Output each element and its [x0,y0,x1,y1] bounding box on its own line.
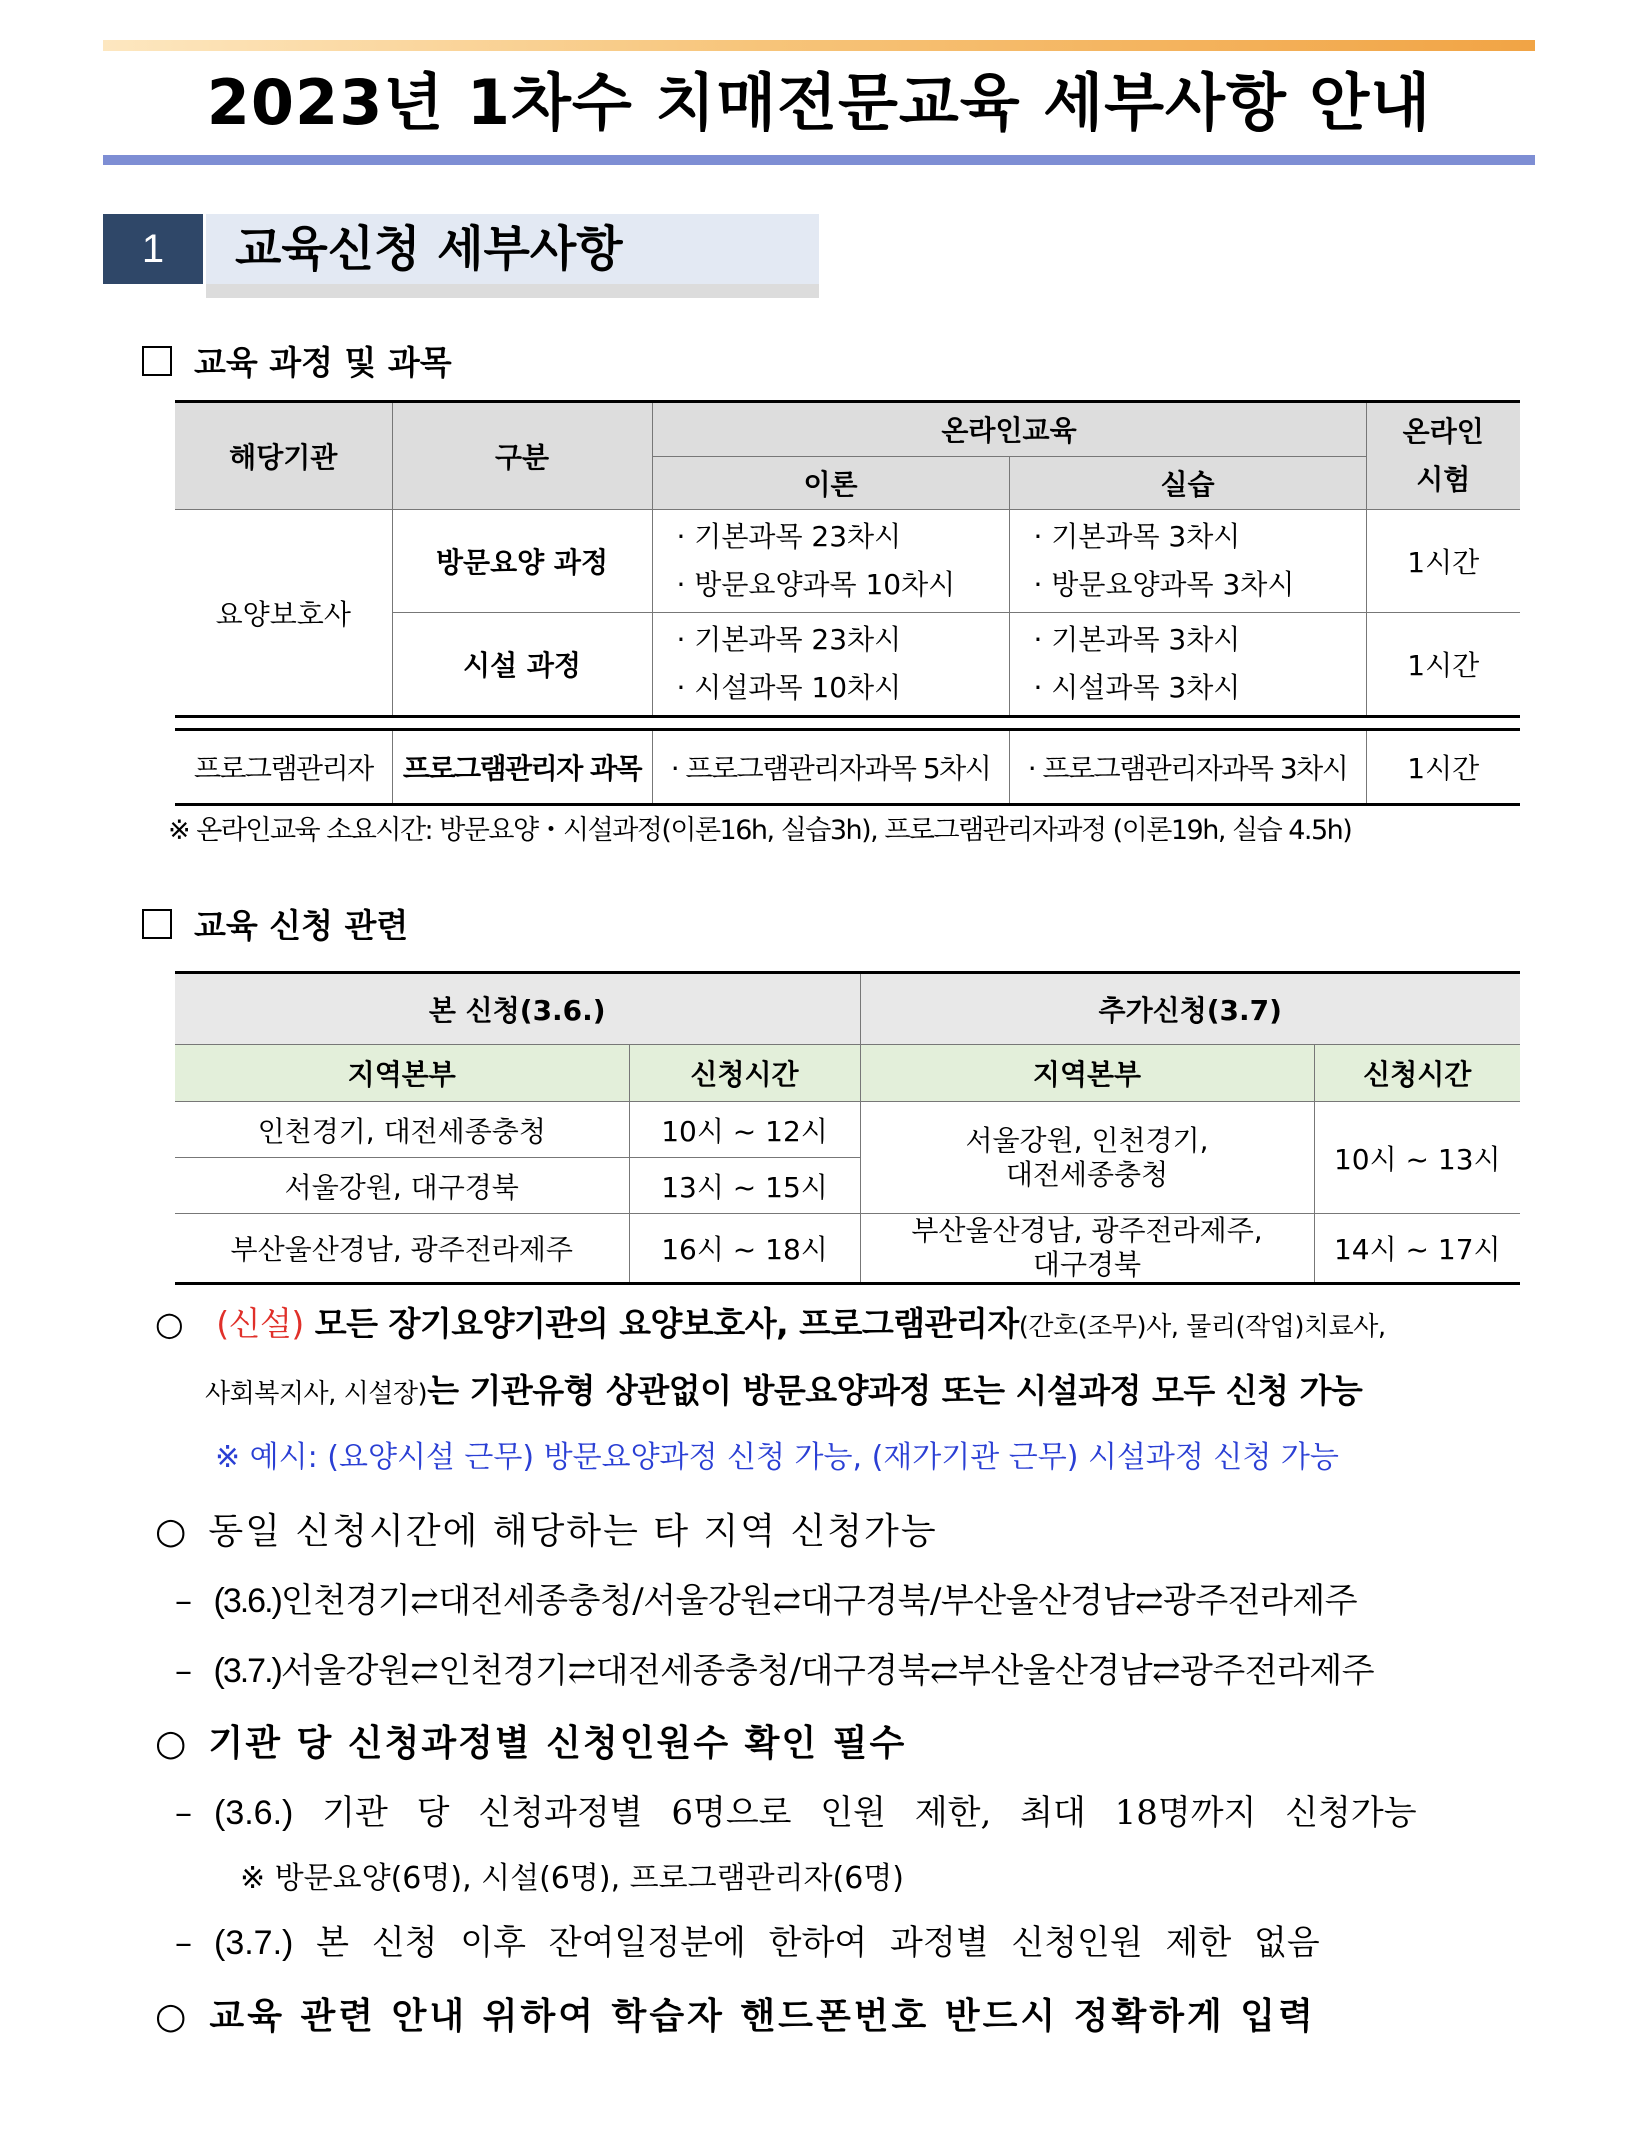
bullet-limit-line2 [175,1915,1320,1964]
bullet-text: 모든 장기요양기관의 요양보호사, 프로그램관리자 [303,1304,1019,1343]
header-type: 구분 [392,402,652,510]
header-exam: 온라인 시험 [1366,402,1520,510]
table-row-time: 16시 ~ 18시 [629,1214,860,1284]
date-label: (3.6.) [214,1794,294,1832]
list-item: · 시설과목 10차시 [676,671,902,704]
table-row-region [860,1102,1314,1214]
bullet-limit-note: ※ 방문요양(6명), 시설(6명), 프로그램관리자(6명) [240,1861,904,1896]
subheading-course-label: 교육 과정 및 과목 [194,343,452,382]
bullet-text: 본 신청 이후 잔여일정분에 한하여 과정별 신청인원 제한 없음 [293,1923,1320,1963]
header-org: 해당기관 [175,402,392,510]
extra-application-title: 추가신청(3.7) [860,973,1520,1045]
table-row-time: 10시 ~ 13시 [1314,1102,1520,1214]
org-program: 프로그램관리자 [175,730,392,805]
date-label: (3.6.) [213,1582,281,1620]
header-time: 신청시간 [1314,1045,1520,1102]
course-table [175,400,1520,806]
region-line: 서울강원, 인천경기, [965,1123,1209,1157]
region-line: 부산울산경남, 광주전라제주, [911,1214,1263,1247]
facility-exam: 1시간 [1366,613,1520,717]
subheading-application-label: 교육 신청 관련 [194,906,409,945]
dash-bullet-icon: – [175,1923,192,1963]
program-theory: · 프로그램관리자과목 5차시 [652,730,1009,805]
bullet-same-time-line1 [175,1573,1357,1622]
dash-bullet-icon: – [175,1651,192,1691]
header-online: 온라인교육 [652,402,1366,457]
header-time: 신청시간 [629,1045,860,1102]
table-row-region: 인천경기, 대전세종충청 [175,1102,629,1158]
table-row-time: 13시 ~ 15시 [629,1158,860,1214]
main-application-title: 본 신청(3.6.) [175,973,860,1045]
bullet-text: 인천경기⇄대전세종충청/서울강원⇄대구경북/부산울산경남⇄광주전라제주 [280,1581,1358,1621]
square-bullet-icon [142,346,172,376]
section-title-shadow [206,284,819,298]
header-top-bar [103,40,1535,51]
bullet-text: 기관 당 신청과정별 신청인원수 확인 필수 [208,1722,907,1764]
bullet-limit [155,1715,906,1766]
bullet-text: 기관 당 신청과정별 6명으로 인원 제한, 최대 18명까지 신청가능 [293,1793,1417,1833]
section-title: 교육신청 세부사항 [235,221,623,277]
type-visit: 방문요양 과정 [392,510,652,613]
bullet-text-small: 사회복지사, 시설장) [205,1379,428,1409]
program-exam: 1시간 [1366,730,1520,805]
type-facility: 시설 과정 [392,613,652,717]
bullet-phone [155,1988,1316,2039]
new-tag: (신설) [216,1304,304,1343]
table-gap [175,717,1520,730]
bullet-same-time [155,1503,938,1554]
page-title: 2023년 1차수 치매전문교육 세부사항 안내 [206,66,1432,139]
circle-bullet-icon: ○ [155,1723,189,1764]
region-line: 대전세종충청 [1005,1157,1169,1191]
header-region: 지역본부 [860,1045,1314,1102]
list-item: · 시설과목 3차시 [1033,671,1241,704]
facility-theory-cell [652,613,1009,717]
table-note: ※ 온라인교육 소요시간: 방문요양・시설과정(이론16h, 실습3h), 프로그램관리자과정 (이론19h, 실습 4.5h) [168,815,1352,846]
bullet-text: 교육 관련 안내 위하여 학습자 핸드폰번호 반드시 정확하게 입력 [209,1995,1316,2037]
header-bottom-rule [103,155,1535,165]
circle-bullet-icon: ○ [155,1996,190,2037]
list-item: · 기본과목 3차시 [1033,520,1241,553]
date-label: (3.7.) [214,1924,294,1962]
bullet-example: ※ 예시: (요양시설 근무) 방문요양과정 신청 가능, (재가기관 근무) 시설과정 신청 가능 [215,1440,1339,1475]
table-row-time: 14시 ~ 17시 [1314,1214,1520,1284]
bullet-same-time-line2 [175,1643,1374,1692]
table-row-time: 10시 ~ 12시 [629,1102,860,1158]
bullet-text: 서울강원⇄인천경기⇄대전세종충청/대구경북⇄부산울산경남⇄광주전라제주 [280,1651,1375,1691]
visit-exam: 1시간 [1366,510,1520,613]
bullet-text: 동일 신청시간에 해당하는 타 지역 신청가능 [208,1511,938,1552]
region-line: 대구경북 [1032,1248,1142,1281]
bullet-new-policy-line2 [205,1365,1362,1412]
subheading-course [142,337,452,384]
list-item: · 기본과목 23차시 [676,520,902,553]
date-label: (3.7.) [213,1652,281,1690]
table-row-region: 부산울산경남, 광주전라제주 [175,1214,629,1284]
org-caregiver: 요양보호사 [175,510,392,717]
subheading-application [142,900,408,947]
table-row-region: 서울강원, 대구경북 [175,1158,629,1214]
list-item: · 방문요양과목 3차시 [1033,568,1295,601]
bullet-limit-line1 [175,1785,1417,1834]
bullet-new-policy [155,1298,1555,1345]
list-item: · 방문요양과목 10차시 [676,568,956,601]
facility-practice-cell [1009,613,1366,717]
dash-bullet-icon: – [175,1793,192,1833]
bullet-text: 는 기관유형 상관없이 방문요양과정 또는 시설과정 모두 신청 가능 [427,1371,1363,1410]
visit-practice-cell [1009,510,1366,613]
circle-bullet-icon: ○ [155,1304,184,1343]
type-program: 프로그램관리자 과목 [392,730,652,805]
bullet-text-small: (간호(조무)사, 물리(작업)치료사, [1018,1312,1386,1342]
visit-theory-cell [652,510,1009,613]
square-bullet-icon [142,909,172,939]
dash-bullet-icon: – [175,1581,192,1621]
header-practice: 실습 [1009,456,1366,510]
program-practice: · 프로그램관리자과목 3차시 [1009,730,1366,805]
header-theory: 이론 [652,456,1009,510]
list-item: · 기본과목 3차시 [1033,623,1241,656]
application-table [175,971,1520,1285]
circle-bullet-icon: ○ [155,1511,189,1552]
section-heading [103,214,819,298]
list-item: · 기본과목 23차시 [676,623,902,656]
header-region: 지역본부 [175,1045,629,1102]
table-row-region [860,1214,1314,1284]
section-number: 1 [103,214,203,284]
